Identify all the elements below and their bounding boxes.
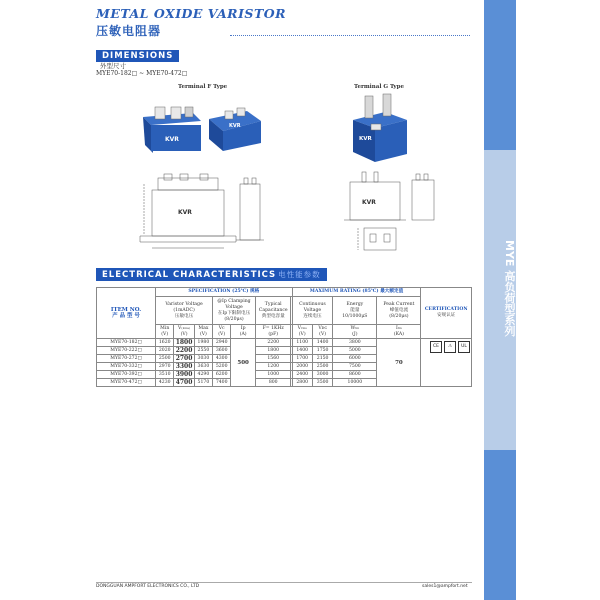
row-max: 1980 — [194, 339, 212, 347]
footer-email[interactable]: sales1@ampfort.net — [422, 584, 468, 589]
varistor-voltage-header — [156, 297, 213, 325]
row-energy: 10000 — [333, 379, 377, 387]
row-vrms: 2400 — [292, 371, 312, 379]
technical-drawing-g — [340, 170, 450, 255]
unit-rated-unit: (V) — [180, 331, 188, 337]
side-series-label: MYE 高负荷型系列 — [503, 240, 516, 337]
drawing-g-brand: KVR — [362, 199, 376, 206]
continuous-header — [292, 297, 333, 325]
row-item: MYE70-472□ — [97, 379, 156, 387]
row-vc: 5200 — [213, 363, 231, 371]
row-item: MYE70-272□ — [97, 355, 156, 363]
row-rated: 3900 — [175, 370, 193, 378]
varistor-voltage-en: Varistor Voltage (1mADC) — [165, 301, 203, 313]
electrical-heading-cn: 电性能参数 — [278, 270, 321, 279]
unit-peak-unit: (KA) — [393, 331, 404, 337]
unit-max-unit: (V) — [199, 331, 207, 337]
row-max: 5170 — [194, 379, 212, 387]
unit-peak — [377, 325, 421, 339]
unit-min-label: Min — [160, 325, 170, 331]
unit-vrms — [292, 325, 312, 339]
cert-marks — [428, 332, 472, 353]
max-group-cn: 最大额定值 — [380, 289, 404, 294]
row-vc: 2940 — [213, 339, 231, 347]
dimensions-heading-text: DIMENSIONS — [102, 51, 174, 61]
max-group-en: MAXIMUM RATING (85℃) — [309, 289, 379, 294]
title-chinese: 压敏电阻器 — [96, 24, 162, 38]
row-vc: 6200 — [213, 371, 231, 379]
drawing-f-brand: KVR — [178, 209, 192, 216]
row-vrms: 1400 — [292, 347, 312, 355]
row-rated: 3300 — [175, 362, 193, 370]
row-min: 1620 — [156, 339, 174, 347]
row-energy: 3800 — [333, 339, 377, 347]
unit-min-unit: (V) — [161, 331, 169, 337]
unit-ip — [231, 325, 256, 339]
row-vrms: 2000 — [292, 363, 312, 371]
max-group-header — [292, 288, 421, 297]
ce-mark-icon: CE — [430, 341, 442, 353]
unit-ip-label: Ip — [240, 325, 246, 331]
row-max: 4290 — [194, 371, 212, 379]
terminal-f-label: Terminal F Type — [178, 84, 228, 90]
unit-energy-label: Wₜₘ — [350, 325, 360, 331]
row-cap: 1800 — [256, 347, 291, 355]
row-vrms: 1700 — [292, 355, 312, 363]
photo-g-brand: KVR — [359, 136, 372, 142]
peak-cn: 峰值电流 — [389, 307, 409, 313]
unit-energy-unit: (J) — [352, 331, 358, 337]
row-cap: 1200 — [256, 363, 291, 371]
unit-energy — [333, 325, 377, 339]
row-energy: 5000 — [333, 347, 377, 355]
row-cap: 2200 — [256, 339, 291, 347]
row-min: 2020 — [156, 347, 174, 355]
footer-company: DONGGUAN AMPFORT ELECTRONICS CO., LTD — [96, 584, 200, 589]
warning-mark-icon: ⚠ — [444, 341, 456, 353]
row-item: MYE70-392□ — [97, 371, 156, 379]
spec-group-en: SPECIFICATION (25℃) — [188, 289, 249, 294]
row-cap: 1000 — [256, 371, 291, 379]
capacitance-cn: 典型电容量 — [261, 313, 285, 319]
row-item: MYE70-222□ — [97, 347, 156, 355]
unit-ip-unit: (A) — [239, 331, 247, 337]
row-vdc: 1750 — [312, 347, 332, 355]
terminal-g-label: Terminal G Type — [354, 84, 404, 90]
row-max: 3030 — [194, 355, 212, 363]
unit-vc-label: Vc — [218, 325, 225, 331]
row-rated: 1800 — [175, 338, 193, 346]
clamping-header — [213, 297, 256, 325]
row-vdc: 2500 — [312, 363, 332, 371]
peak-header — [377, 297, 421, 325]
unit-max — [194, 325, 212, 339]
row-vdc: 2150 — [312, 355, 332, 363]
cert-header — [421, 288, 472, 339]
row-rated: 2200 — [175, 346, 193, 354]
cert-header-en: CERTIFICATION — [424, 307, 468, 312]
product-photo-f-angled — [205, 105, 265, 155]
row-energy: 6000 — [333, 355, 377, 363]
unit-rated — [174, 325, 194, 339]
title-english: METAL OXIDE VARISTOR — [96, 6, 287, 21]
unit-max-label: Max — [198, 325, 209, 331]
photo-f-angled-brand: KVR — [229, 123, 241, 129]
continuous-en: Continuous Voltage — [299, 301, 326, 313]
dimensions-subtitle: 外型尺寸 — [100, 62, 126, 70]
unit-cap-label: F= 1KHz — [262, 325, 284, 331]
clamping-cn: 在Ip下限制电压 — [217, 310, 251, 316]
unit-vc — [213, 325, 231, 339]
continuous-cn: 连续电压 — [303, 313, 322, 319]
unit-rated-label: V₍₁ₘₐ₎ — [178, 325, 191, 331]
peak-wave: (8/20μs) — [389, 313, 409, 319]
peak-value-cell: 70 — [377, 339, 421, 387]
capacitance-en: Typical Capacitance — [258, 301, 288, 313]
unit-vrms-label: Vᵣₘₛ — [297, 325, 307, 331]
row-min: 2970 — [156, 363, 174, 371]
product-photo-g — [345, 92, 415, 164]
row-min: 3510 — [156, 371, 174, 379]
varistor-voltage-cn: 压敏电压 — [174, 313, 194, 319]
ul-mark-icon: UL — [458, 341, 470, 353]
electrical-characteristics-table — [96, 287, 472, 387]
row-min: 4230 — [156, 379, 174, 387]
title-dotted-rule — [230, 35, 470, 36]
peak-en: Peak Current — [383, 301, 415, 307]
row-vdc: 3500 — [312, 379, 332, 387]
spec-group-header — [156, 288, 292, 297]
technical-drawing-f — [130, 172, 280, 252]
energy-header — [333, 297, 377, 325]
unit-vdc — [312, 325, 332, 339]
item-header — [97, 288, 156, 339]
item-header-cn: 产 品 型 号 — [112, 313, 140, 319]
row-item: MYE70-332□ — [97, 363, 156, 371]
electrical-heading — [96, 268, 327, 281]
electrical-heading-text: ELECTRICAL CHARACTERISTICS — [102, 270, 277, 280]
row-energy: 8600 — [333, 371, 377, 379]
row-vc: 7400 — [213, 379, 231, 387]
unit-cap-unit: (pF) — [268, 331, 279, 337]
row-cap: 800 — [256, 379, 291, 387]
row-item: MYE70-182□ — [97, 339, 156, 347]
model-range: MYE70-182□ ~ MYE70-472□ — [96, 70, 188, 77]
row-rated: 4700 — [175, 378, 193, 386]
spec-group-cn: 规格 — [250, 289, 260, 294]
row-rated: 2700 — [175, 354, 193, 362]
row-max: 3630 — [194, 363, 212, 371]
row-vc: 3600 — [213, 347, 231, 355]
footer-rule — [96, 582, 472, 583]
unit-vdc-unit: (V) — [319, 331, 327, 337]
unit-vrms-unit: (V) — [298, 331, 306, 337]
side-color-bar — [484, 0, 516, 600]
clamping-en: @Ip Clamping Voltage — [217, 298, 251, 310]
clamping-wave: (8/20μs) — [224, 316, 244, 322]
energy-en: Energy — [346, 301, 364, 307]
unit-min — [156, 325, 174, 339]
unit-cap — [256, 325, 291, 339]
ip-value-cell: 500 — [231, 339, 256, 387]
row-cap: 1560 — [256, 355, 291, 363]
cert-header-cn: 安规认证 — [437, 313, 456, 318]
energy-wave: 10/1000μS — [342, 313, 368, 319]
row-vc: 4300 — [213, 355, 231, 363]
capacitance-header — [256, 297, 291, 325]
row-vrms: 1100 — [292, 339, 312, 347]
row-max: 2550 — [194, 347, 212, 355]
row-vdc: 1400 — [312, 339, 332, 347]
table-row — [97, 339, 472, 347]
row-energy: 7500 — [333, 363, 377, 371]
row-vrms: 2800 — [292, 379, 312, 387]
unit-vc-unit: (V) — [218, 331, 226, 337]
item-header-en: ITEM NO. — [110, 307, 142, 313]
unit-peak-label: Iₜₘ — [396, 325, 402, 331]
photo-f-front-brand: KVR — [165, 136, 179, 143]
row-min: 2500 — [156, 355, 174, 363]
row-vdc: 3000 — [312, 371, 332, 379]
unit-vdc-label: Vᴅᴄ — [318, 325, 327, 331]
energy-cn: 能量 — [350, 307, 360, 313]
product-photo-f-front — [135, 95, 205, 155]
